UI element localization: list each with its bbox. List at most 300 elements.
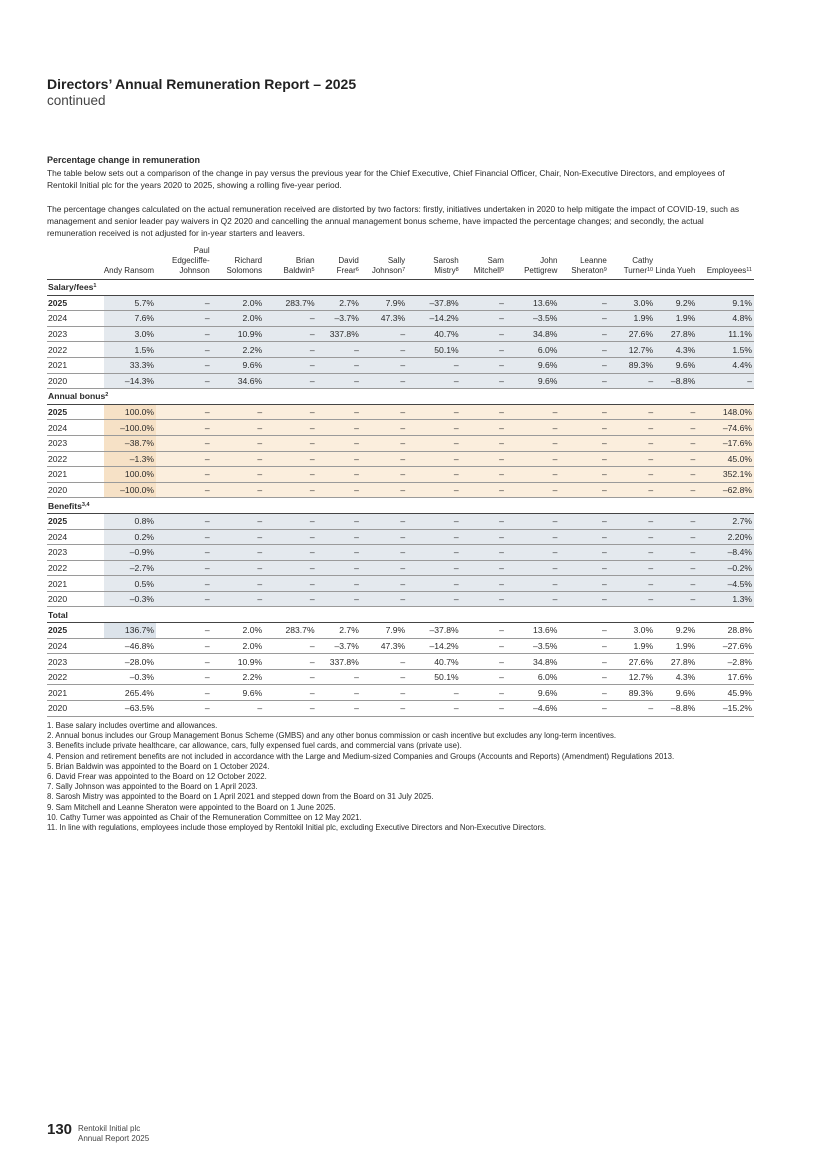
value-cell: –37.8%: [407, 295, 461, 311]
table-row: [47, 591, 754, 607]
footer-company-name: Rentokil Initial plc: [78, 1124, 141, 1133]
table-row: [47, 576, 754, 592]
table-row: [47, 545, 754, 561]
value-cell: –: [559, 591, 608, 607]
value-cell: –: [361, 529, 407, 545]
value-cell: –: [407, 435, 461, 451]
group-header-row: [47, 498, 754, 514]
value-cell: –: [506, 435, 560, 451]
footnote: 6. David Frear was appointed to the Board on 12 October 2022.: [47, 772, 267, 782]
value-cell: –: [264, 576, 316, 592]
value-cell: –: [407, 420, 461, 436]
value-cell: –: [212, 529, 264, 545]
value-cell: –: [461, 701, 506, 717]
value-cell: –: [317, 420, 361, 436]
footnote: 2. Annual bonus includes our Group Management Bonus Scheme (GMBS) and any other bonus commission or cash incentive but excludes any long-term incentives.: [47, 731, 617, 741]
value-cell: –: [156, 701, 212, 717]
table-row: [47, 404, 754, 420]
footnote: 4. Pension and retirement benefits are not included in accordance with the Large and Medium-sized Companies and Groups (Accounts and Reports) (Amendment) Regulations 2013.: [47, 751, 675, 761]
distortion-paragraph: The percentage changes calculated on the actual remuneration received are distorted by two factors: firstly, initiatives undertaken in 2020 to help mitigate the impact of COVID-19, such as management and senior leader pay waivers in Q2 2020 and cancelling the annual management bonus scheme, have impacted the percentage changes; and secondly, the actual remuneration received is not adjusted for in-year starters and leavers.: [47, 204, 740, 238]
group-title-text: Salary/fees: [48, 282, 94, 293]
group-title-text: Benefits: [48, 500, 82, 511]
value-cell: –: [655, 576, 697, 592]
table-row: [47, 435, 754, 451]
value-cell: 13.6%: [506, 295, 560, 311]
value-cell: –: [317, 701, 361, 717]
value-cell: –63.5%: [104, 701, 156, 717]
column-header: [655, 246, 697, 280]
value-cell: –: [264, 404, 316, 420]
value-cell: –3.5%: [506, 638, 560, 654]
value-cell: 7.9%: [361, 295, 407, 311]
value-cell: –: [264, 701, 316, 717]
value-cell: –28.0%: [104, 654, 156, 670]
column-header-name: Sally Johnson: [371, 256, 406, 275]
value-cell: –: [317, 482, 361, 498]
value-cell: –: [264, 560, 316, 576]
value-cell: –: [317, 576, 361, 592]
value-cell: 34.8%: [506, 654, 560, 670]
value-cell: 2.7%: [697, 513, 754, 529]
table-row: [47, 482, 754, 498]
value-cell: –: [361, 404, 407, 420]
table-row: [47, 326, 754, 342]
value-cell: –: [655, 591, 697, 607]
value-cell: –: [317, 545, 361, 561]
value-cell: 10.9%: [212, 654, 264, 670]
column-header: [609, 246, 655, 280]
value-cell: –: [461, 513, 506, 529]
value-cell: –: [461, 482, 506, 498]
value-cell: –2.7%: [104, 560, 156, 576]
value-cell: –: [264, 654, 316, 670]
value-cell: –: [407, 560, 461, 576]
value-cell: –: [609, 513, 655, 529]
value-cell: 4.3%: [655, 669, 697, 685]
value-cell: –27.6%: [697, 638, 754, 654]
group-title: [47, 498, 754, 514]
value-cell: –: [156, 591, 212, 607]
value-cell: 2.0%: [212, 638, 264, 654]
value-cell: 265.4%: [104, 685, 156, 701]
table-row: [47, 357, 754, 373]
value-cell: –: [407, 467, 461, 483]
value-cell: –: [156, 311, 212, 327]
year-cell: 2024: [47, 529, 104, 545]
value-cell: –: [655, 560, 697, 576]
value-cell: 50.1%: [407, 669, 461, 685]
value-cell: –: [212, 420, 264, 436]
section-title: Percentage change in remuneration: [47, 155, 201, 165]
year-cell: 2021: [47, 357, 104, 373]
intro-paragraph: The table below sets out a comparison of the change in pay versus the previous year for the Chief Executive, Chief Financial Officer, Chair, Non-Executive Directors, and employees of Rentokil Initial plc for the years 2020 to 2025, showing a rolling five-year period.: [47, 168, 725, 190]
value-cell: –: [156, 420, 212, 436]
value-cell: –: [461, 311, 506, 327]
value-cell: –: [212, 560, 264, 576]
value-cell: –: [156, 404, 212, 420]
value-cell: –: [506, 576, 560, 592]
value-cell: 4.8%: [697, 311, 754, 327]
table-row: [47, 295, 754, 311]
value-cell: –: [212, 545, 264, 561]
value-cell: –: [212, 576, 264, 592]
value-cell: –: [212, 591, 264, 607]
value-cell: 1.9%: [655, 311, 697, 327]
value-cell: –: [506, 529, 560, 545]
value-cell: –: [264, 467, 316, 483]
value-cell: 9.2%: [655, 295, 697, 311]
footnote-ref: 5: [311, 267, 315, 273]
value-cell: –: [156, 638, 212, 654]
value-cell: 17.6%: [697, 669, 754, 685]
value-cell: 33.3%: [104, 357, 156, 373]
table-row: [47, 701, 754, 717]
value-cell: –: [461, 685, 506, 701]
value-cell: –: [156, 669, 212, 685]
table-row: [47, 311, 754, 327]
value-cell: 89.3%: [609, 357, 655, 373]
value-cell: –: [506, 591, 560, 607]
value-cell: –: [264, 482, 316, 498]
value-cell: –: [559, 654, 608, 670]
value-cell: –: [655, 467, 697, 483]
value-cell: –: [559, 685, 608, 701]
value-cell: –: [506, 513, 560, 529]
value-cell: –3.7%: [317, 638, 361, 654]
value-cell: 9.6%: [506, 357, 560, 373]
value-cell: –: [264, 545, 316, 561]
year-cell: 2024: [47, 420, 104, 436]
year-cell: 2020: [47, 373, 104, 389]
value-cell: –: [559, 545, 608, 561]
value-cell: 40.7%: [407, 654, 461, 670]
value-cell: –: [156, 342, 212, 358]
value-cell: 13.6%: [506, 623, 560, 639]
value-cell: –: [317, 513, 361, 529]
value-cell: –46.8%: [104, 638, 156, 654]
footnote: 5. Brian Baldwin was appointed to the Board on 1 October 2024.: [47, 761, 270, 771]
value-cell: 40.7%: [407, 326, 461, 342]
value-cell: –: [461, 373, 506, 389]
value-cell: 2.7%: [317, 623, 361, 639]
value-cell: –: [361, 576, 407, 592]
value-cell: 337.8%: [317, 654, 361, 670]
value-cell: –: [317, 357, 361, 373]
value-cell: –1.3%: [104, 451, 156, 467]
value-cell: –: [559, 638, 608, 654]
column-header-name: Paul Edgecliffe-Johnson: [171, 246, 210, 275]
group-title-text: Annual bonus: [48, 391, 106, 402]
value-cell: –: [609, 529, 655, 545]
value-cell: –8.4%: [697, 545, 754, 561]
value-cell: –100.0%: [104, 420, 156, 436]
footnote-ref: 3,4: [81, 501, 90, 508]
value-cell: –: [317, 591, 361, 607]
value-cell: –: [559, 326, 608, 342]
value-cell: –: [559, 295, 608, 311]
value-cell: –: [212, 451, 264, 467]
table-row: [47, 467, 754, 483]
column-header: [407, 246, 461, 280]
value-cell: –0.2%: [697, 560, 754, 576]
value-cell: –: [559, 529, 608, 545]
value-cell: –: [407, 513, 461, 529]
value-cell: –4.5%: [697, 576, 754, 592]
value-cell: 2.2%: [212, 342, 264, 358]
value-cell: –: [559, 342, 608, 358]
value-cell: –: [655, 451, 697, 467]
value-cell: –: [609, 545, 655, 561]
value-cell: –: [407, 591, 461, 607]
value-cell: –: [361, 451, 407, 467]
column-header-name: Richard Solomons: [226, 256, 263, 275]
year-cell: 2022: [47, 669, 104, 685]
value-cell: 34.8%: [506, 326, 560, 342]
value-cell: –: [156, 576, 212, 592]
table-row: [47, 669, 754, 685]
value-cell: –: [264, 326, 316, 342]
table-row: [47, 420, 754, 436]
value-cell: –: [559, 669, 608, 685]
value-cell: 27.6%: [609, 654, 655, 670]
value-cell: 2.7%: [317, 295, 361, 311]
value-cell: –: [212, 701, 264, 717]
value-cell: –: [461, 467, 506, 483]
year-cell: 2023: [47, 435, 104, 451]
value-cell: –: [156, 545, 212, 561]
column-header-name: Linda Yueh: [655, 266, 696, 275]
column-header-name: Sam Mitchell: [473, 256, 504, 275]
value-cell: –: [212, 435, 264, 451]
value-cell: –8.8%: [655, 373, 697, 389]
value-cell: –: [156, 357, 212, 373]
value-cell: –: [156, 513, 212, 529]
value-cell: –: [156, 373, 212, 389]
footnote: 1. Base salary includes overtime and allowances.: [47, 721, 218, 730]
value-cell: –: [559, 420, 608, 436]
value-cell: 1.5%: [104, 342, 156, 358]
value-cell: –: [156, 623, 212, 639]
value-cell: –: [361, 342, 407, 358]
value-cell: 2.0%: [212, 295, 264, 311]
year-cell: 2022: [47, 342, 104, 358]
value-cell: 2.0%: [212, 311, 264, 327]
value-cell: –: [407, 404, 461, 420]
value-cell: 2.0%: [212, 623, 264, 639]
value-cell: –: [361, 654, 407, 670]
value-cell: –: [212, 467, 264, 483]
value-cell: –: [609, 467, 655, 483]
column-header: [156, 246, 212, 280]
footnote-ref: 9: [603, 267, 607, 273]
value-cell: 9.2%: [655, 623, 697, 639]
value-cell: –: [264, 669, 316, 685]
table-row: [47, 654, 754, 670]
table-row: [47, 373, 754, 389]
value-cell: –37.8%: [407, 623, 461, 639]
value-cell: –: [609, 420, 655, 436]
group-title: [47, 280, 754, 296]
value-cell: –: [212, 513, 264, 529]
value-cell: –: [317, 669, 361, 685]
value-cell: –2.8%: [697, 654, 754, 670]
value-cell: –: [264, 451, 316, 467]
value-cell: –: [461, 545, 506, 561]
value-cell: 2.2%: [212, 669, 264, 685]
value-cell: –62.8%: [697, 482, 754, 498]
year-column-header: [47, 246, 104, 280]
value-cell: –0.9%: [104, 545, 156, 561]
value-cell: 4.3%: [655, 342, 697, 358]
value-cell: –3.7%: [317, 311, 361, 327]
value-cell: 148.0%: [697, 404, 754, 420]
column-header: [361, 246, 407, 280]
value-cell: –: [317, 451, 361, 467]
value-cell: –: [655, 404, 697, 420]
value-cell: –: [559, 435, 608, 451]
value-cell: 1.3%: [697, 591, 754, 607]
year-cell: 2020: [47, 701, 104, 717]
footnote: 11. In line with regulations, employees include those employed by Rentokil Initial plc, excluding Executive Directors and Non-Executive Directors.: [47, 823, 547, 833]
value-cell: 9.6%: [655, 685, 697, 701]
column-header: [104, 246, 156, 280]
value-cell: –: [559, 513, 608, 529]
column-header-name: Sarosh Mistry: [433, 256, 459, 275]
value-cell: 9.6%: [506, 373, 560, 389]
footnote-ref: 10: [646, 267, 654, 273]
value-cell: –: [264, 685, 316, 701]
value-cell: –: [655, 435, 697, 451]
value-cell: 47.3%: [361, 311, 407, 327]
value-cell: –: [461, 669, 506, 685]
value-cell: –: [461, 326, 506, 342]
value-cell: –4.6%: [506, 701, 560, 717]
year-cell: 2025: [47, 623, 104, 639]
value-cell: –: [264, 420, 316, 436]
value-cell: –: [317, 404, 361, 420]
year-cell: 2020: [47, 591, 104, 607]
value-cell: –: [407, 482, 461, 498]
column-header-name: Leanne Sheraton: [571, 256, 607, 275]
value-cell: –: [264, 311, 316, 327]
year-cell: 2021: [47, 576, 104, 592]
value-cell: 6.0%: [506, 342, 560, 358]
value-cell: 1.9%: [655, 638, 697, 654]
value-cell: –: [361, 357, 407, 373]
table-row: [47, 529, 754, 545]
value-cell: –: [506, 420, 560, 436]
value-cell: –: [407, 451, 461, 467]
value-cell: –: [559, 311, 608, 327]
value-cell: –: [156, 326, 212, 342]
value-cell: 34.6%: [212, 373, 264, 389]
table-row: [47, 342, 754, 358]
column-header: [264, 246, 316, 280]
footnote: 10. Cathy Turner was appointed as Chair of the Remuneration Committee on 12 May 2021.: [47, 812, 362, 822]
value-cell: –: [609, 591, 655, 607]
value-cell: –: [156, 451, 212, 467]
value-cell: –: [559, 357, 608, 373]
value-cell: –: [156, 482, 212, 498]
footer-company: [78, 1124, 149, 1144]
value-cell: –14.2%: [407, 311, 461, 327]
value-cell: –: [361, 373, 407, 389]
value-cell: –: [317, 373, 361, 389]
value-cell: 45.9%: [697, 685, 754, 701]
value-cell: 27.8%: [655, 654, 697, 670]
value-cell: –14.2%: [407, 638, 461, 654]
value-cell: 283.7%: [264, 623, 316, 639]
column-header: [697, 246, 754, 280]
value-cell: –: [506, 467, 560, 483]
year-cell: 2023: [47, 545, 104, 561]
year-cell: 2025: [47, 295, 104, 311]
value-cell: 12.7%: [609, 342, 655, 358]
value-cell: –: [461, 435, 506, 451]
value-cell: –: [506, 404, 560, 420]
year-cell: 2021: [47, 467, 104, 483]
value-cell: –: [361, 513, 407, 529]
remuneration-table: [47, 246, 754, 717]
column-header: [317, 246, 361, 280]
value-cell: 100.0%: [104, 467, 156, 483]
value-cell: –: [461, 404, 506, 420]
value-cell: –: [609, 576, 655, 592]
value-cell: –: [407, 373, 461, 389]
value-cell: 2.20%: [697, 529, 754, 545]
value-cell: 337.8%: [317, 326, 361, 342]
column-header-name: David Frear: [336, 256, 359, 275]
value-cell: –: [212, 482, 264, 498]
footnote-ref: 7: [402, 267, 406, 273]
value-cell: –: [461, 295, 506, 311]
value-cell: –: [461, 451, 506, 467]
table-row: [47, 513, 754, 529]
value-cell: –: [461, 654, 506, 670]
group-header-row: [47, 280, 754, 296]
value-cell: –: [609, 373, 655, 389]
value-cell: –: [559, 560, 608, 576]
page-title: Directors’ Annual Remuneration Report – 2025: [47, 76, 357, 92]
value-cell: –: [317, 467, 361, 483]
footnote-ref: 1: [93, 283, 97, 290]
year-cell: 2022: [47, 451, 104, 467]
value-cell: –: [212, 404, 264, 420]
value-cell: 352.1%: [697, 467, 754, 483]
value-cell: –: [559, 623, 608, 639]
value-cell: 9.6%: [506, 685, 560, 701]
value-cell: –: [559, 451, 608, 467]
year-cell: 2025: [47, 513, 104, 529]
column-header: [559, 246, 608, 280]
footnotes: [47, 721, 754, 833]
footnote: 3. Benefits include private healthcare, car allowance, cars, fully expensed fuel cards, and commercial vans (private use).: [47, 741, 462, 751]
footnote-ref: 11: [746, 267, 752, 273]
value-cell: 0.2%: [104, 529, 156, 545]
footnote-ref: 2: [105, 392, 109, 399]
value-cell: –: [264, 435, 316, 451]
footnote-ref: 8: [455, 267, 459, 273]
value-cell: –: [407, 529, 461, 545]
value-cell: –: [361, 669, 407, 685]
value-cell: –: [361, 545, 407, 561]
value-cell: 7.9%: [361, 623, 407, 639]
value-cell: –: [559, 467, 608, 483]
value-cell: 89.3%: [609, 685, 655, 701]
value-cell: –: [655, 420, 697, 436]
value-cell: –: [264, 342, 316, 358]
value-cell: 9.6%: [212, 357, 264, 373]
